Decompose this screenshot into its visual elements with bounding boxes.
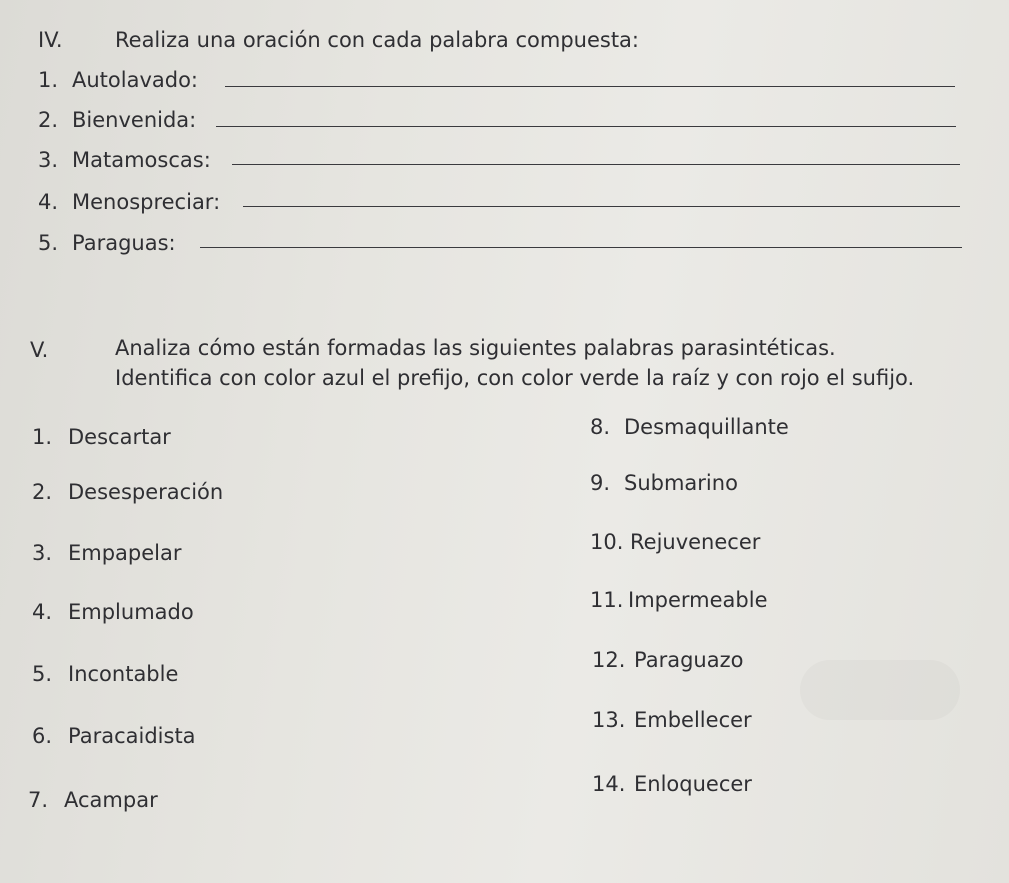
section-iv-numeral: IV. bbox=[38, 28, 63, 52]
iv-item-1-answer-line[interactable] bbox=[225, 86, 955, 87]
section-v-instruction-line1: Analiza cómo están formadas las siguientes palabras parasintéticas. bbox=[115, 336, 836, 360]
v-item-2-word: Desesperación bbox=[68, 480, 224, 504]
v-item-7-number: 7. bbox=[28, 788, 49, 812]
v-item-5-number: 5. bbox=[32, 662, 53, 686]
v-item-10-word: Rejuvenecer bbox=[630, 530, 761, 554]
iv-item-4-answer-line[interactable] bbox=[243, 206, 960, 207]
iv-item-4-word: Menospreciar: bbox=[72, 190, 221, 214]
v-item-6-number: 6. bbox=[32, 724, 53, 748]
v-item-11-number: 11. bbox=[590, 588, 624, 612]
v-item-9-word: Submarino bbox=[624, 471, 738, 495]
iv-item-2-word: Bienvenida: bbox=[72, 108, 197, 132]
v-item-9-number: 9. bbox=[590, 471, 611, 495]
v-item-4-number: 4. bbox=[32, 600, 53, 624]
v-item-14-word: Enloquecer bbox=[634, 772, 752, 796]
iv-item-5-number: 5. bbox=[38, 231, 59, 255]
v-item-12-word: Paraguazo bbox=[634, 648, 744, 672]
iv-item-3-answer-line[interactable] bbox=[232, 164, 960, 165]
v-item-6-word: Paracaidista bbox=[68, 724, 196, 748]
iv-item-5-answer-line[interactable] bbox=[200, 247, 962, 248]
iv-item-2-answer-line[interactable] bbox=[216, 126, 956, 127]
v-item-1-number: 1. bbox=[32, 425, 53, 449]
section-iv-instruction: Realiza una oración con cada palabra compuesta: bbox=[115, 28, 640, 52]
iv-item-2-number: 2. bbox=[38, 108, 59, 132]
v-item-8-number: 8. bbox=[590, 415, 611, 439]
v-item-8-word: Desmaquillante bbox=[624, 415, 789, 439]
v-item-10-number: 10. bbox=[590, 530, 624, 554]
iv-item-4-number: 4. bbox=[38, 190, 59, 214]
iv-item-5-word: Paraguas: bbox=[72, 231, 176, 255]
v-item-2-number: 2. bbox=[32, 480, 53, 504]
iv-item-1-word: Autolavado: bbox=[72, 68, 199, 92]
v-item-14-number: 14. bbox=[592, 772, 626, 796]
v-item-3-number: 3. bbox=[32, 541, 53, 565]
v-item-5-word: Incontable bbox=[68, 662, 179, 686]
v-item-11-word: Impermeable bbox=[628, 588, 768, 612]
v-item-4-word: Emplumado bbox=[68, 600, 194, 624]
iv-item-1-number: 1. bbox=[38, 68, 59, 92]
iv-item-3-word: Matamoscas: bbox=[72, 148, 211, 172]
v-item-13-word: Embellecer bbox=[634, 708, 752, 732]
v-item-7-word: Acampar bbox=[64, 788, 158, 812]
section-v-numeral: V. bbox=[30, 338, 49, 362]
v-item-12-number: 12. bbox=[592, 648, 626, 672]
v-item-3-word: Empapelar bbox=[68, 541, 182, 565]
iv-item-3-number: 3. bbox=[38, 148, 59, 172]
section-v-instruction-line2: Identifica con color azul el prefijo, con color verde la raíz y con rojo el sufijo. bbox=[115, 366, 915, 390]
show-through-mark bbox=[800, 660, 960, 720]
v-item-1-word: Descartar bbox=[68, 425, 171, 449]
v-item-13-number: 13. bbox=[592, 708, 626, 732]
